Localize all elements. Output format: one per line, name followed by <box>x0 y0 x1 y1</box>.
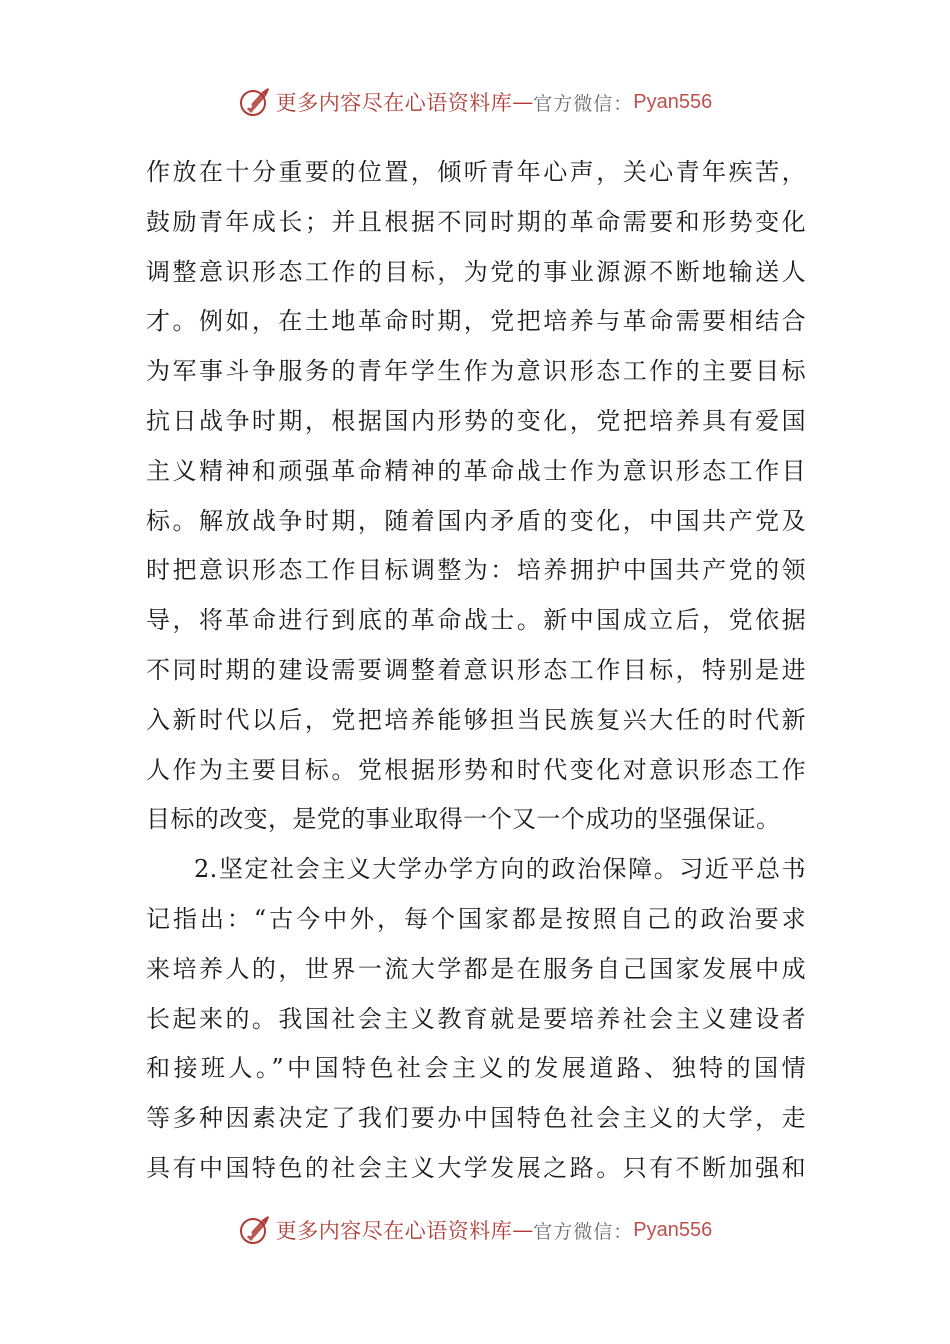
text-line: 等多种因素决定了我们要办中国特色社会主义的大学，走 <box>146 1104 806 1133</box>
text-line: 来培养人的，世界一流大学都是在服务自己国家发展中成 <box>146 954 806 983</box>
text-line: 导，将革命进行到底的革命战士。新中国成立后，党依据 <box>146 606 806 635</box>
text-line: 入新时代以后，党把培养能够担当民族复兴大任的时代新 <box>146 705 806 734</box>
text-line: 鼓励青年成长；并且根据不同时期的革命需要和形势变化 <box>146 207 806 236</box>
banner-wechat-label: 官方微信： <box>533 1220 634 1243</box>
header-banner <box>0 82 950 122</box>
footer-banner <box>0 1210 950 1250</box>
text-line: 目标的改变，是党的事业取得一个又一个成功的坚强保证。 <box>146 805 781 834</box>
banner-wechat-id: Pyan556 <box>633 90 713 113</box>
section-heading-line: 2.坚定社会主义大学办学方向的政治保障。习近平总书 <box>194 855 806 884</box>
document-body <box>146 148 806 1194</box>
banner-separator: — <box>512 90 534 114</box>
text-line: 具有中国特色的社会主义大学发展之路。只有不断加强和 <box>146 1153 806 1182</box>
text-line: 不同时期的建设需要调整着意识形态工作目标，特别是进 <box>146 655 806 684</box>
banner-separator: — <box>512 1218 534 1242</box>
banner-wechat-id: Pyan556 <box>633 1218 713 1241</box>
text-line: 记指出：“古今中外，每个国家都是按照自己的政治要求 <box>146 904 806 933</box>
text-line: 长起来的。我国社会主义教育就是要培养社会主义建设者 <box>146 1004 806 1033</box>
text-line: 主义精神和顽强革命精神的革命战士作为意识形态工作目 <box>146 456 806 485</box>
text-line: 才。例如，在土地革命时期，党把培养与革命需要相结合 <box>146 307 806 336</box>
text-line: 调整意识形态工作的目标，为党的事业源源不断地输送人 <box>146 257 806 286</box>
fountain-pen-emblem-icon <box>238 85 272 119</box>
banner-wechat-label: 官方微信： <box>533 92 634 115</box>
fountain-pen-emblem-icon <box>238 1213 272 1247</box>
text-line: 为军事斗争服务的青年学生作为意识形态工作的主要目标 <box>146 357 806 386</box>
text-line: 作放在十分重要的位置，倾听青年心声，关心青年疾苦， <box>146 158 806 186</box>
text-line: 和接班人。”中国特色社会主义的发展道路、独特的国情 <box>146 1054 806 1083</box>
text-line: 标。解放战争时期，随着国内矛盾的变化，中国共产党及 <box>146 506 806 535</box>
banner-site-text: 更多内容尽在心语资料库 <box>275 1219 513 1243</box>
text-line: 抗日战争时期，根据国内形势的变化，党把培养具有爱国 <box>146 406 806 435</box>
banner-site-text: 更多内容尽在心语资料库 <box>275 91 513 115</box>
text-line: 人作为主要目标。党根据形势和时代变化对意识形态工作 <box>146 755 806 784</box>
text-line: 时把意识形态工作目标调整为：培养拥护中国共产党的领 <box>146 556 806 585</box>
